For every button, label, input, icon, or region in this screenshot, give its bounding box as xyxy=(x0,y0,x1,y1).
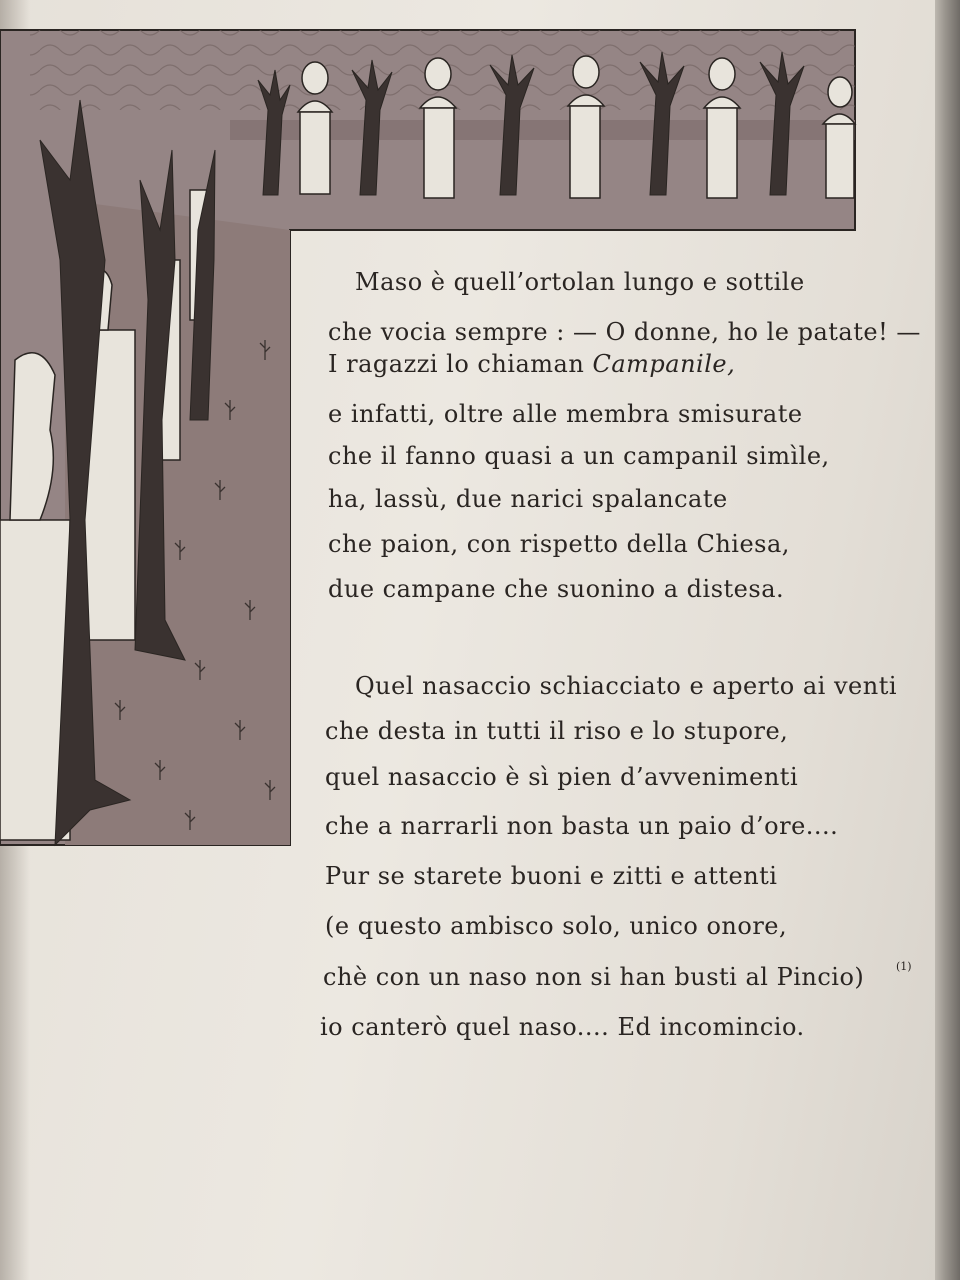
bust-5 xyxy=(823,77,855,198)
verse-line: Maso è quell’ortolan lungo e sottile xyxy=(355,268,805,296)
bust-4 xyxy=(704,58,740,198)
footnote-mark: (1) xyxy=(896,960,912,973)
verse-line: che desta in tutti il riso e lo stupore, xyxy=(325,717,789,745)
verse-line: che paion, con rispetto della Chiesa, xyxy=(328,530,790,558)
verse-line: (e questo ambisco solo, unico onore, xyxy=(325,912,788,940)
verse-line: ha, lassù, due narici spalancate xyxy=(328,485,728,513)
verse-line: due campane che suonino a distesa. xyxy=(328,575,785,603)
bust-3 xyxy=(568,56,604,198)
verse-line: io canterò quel naso.... Ed incomincio. xyxy=(320,1013,805,1041)
bust-1 xyxy=(298,62,332,194)
verse-line: Quel nasaccio schiacciato e aperto ai venti xyxy=(355,672,898,700)
verse-line: che a narrarli non basta un paio d’ore.... xyxy=(325,812,839,840)
verse-line: che vocia sempre : — O donne, ho le patate! — xyxy=(328,318,921,346)
verse-line: Pur se starete buoni e zitti e attenti xyxy=(325,862,778,890)
verse-line: che il fanno quasi a un campanil simìle, xyxy=(328,442,830,470)
verse-line: I ragazzi lo chiaman Campanile, xyxy=(328,350,736,378)
page-edge xyxy=(935,0,960,1280)
verse-line: e infatti, oltre alle membra smisurate xyxy=(328,400,803,428)
verse-line: chè con un naso non si han busti al Pincio) xyxy=(323,963,865,991)
verse-line: quel nasaccio è sì pien d’avvenimenti xyxy=(325,763,799,791)
bust-2 xyxy=(420,58,456,198)
